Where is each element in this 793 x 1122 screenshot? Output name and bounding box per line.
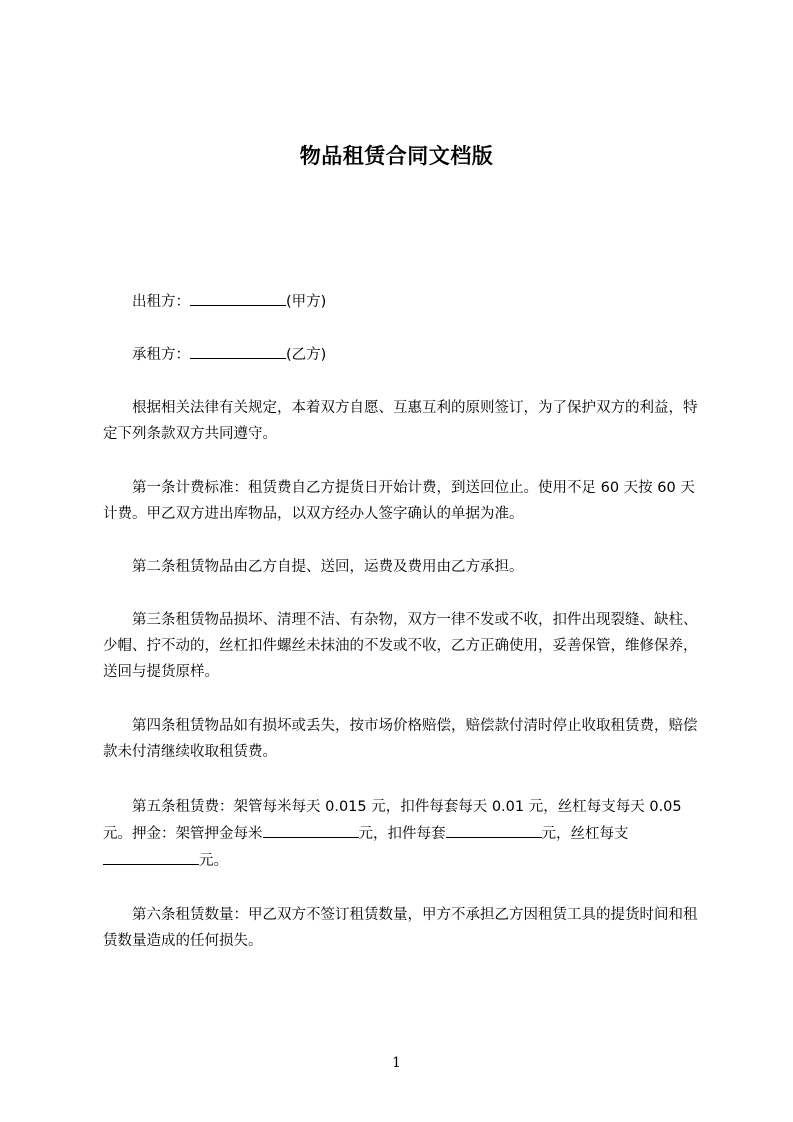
clause-6: 第六条租赁数量：甲乙双方不签订租赁数量，甲方不承担乙方因租赁工具的提货时间和租赁数量造成的任何损失。: [103, 907, 698, 949]
deposit-screw-blank: [103, 847, 199, 865]
clause-5-text-1: 第五条租赁费：架管每米每天 0.015 元，扣件每套每天 0.01 元，丝杠每支每天 0.05 元。押金：架管押金每米: [103, 799, 682, 842]
lessor-suffix: (甲方): [286, 294, 327, 310]
document-title: 物品租赁合同文档版: [299, 144, 494, 168]
clause-4: 第四条租赁物品如有损坏或丢失，按市场价格赔偿，赔偿款付清时停止收取租赁费，赔偿款未付清继续收取租赁费。: [103, 718, 698, 760]
clause-5-text-3: 元，丝杠每支: [541, 826, 629, 842]
page-number: 1: [392, 1055, 401, 1071]
clause-5-text-2: 元，扣件每套: [358, 826, 446, 842]
lessor-blank: [190, 288, 286, 306]
clause-3: 第三条租赁物品损坏、清理不洁、有杂物，双方一律不发或不收，扣件出现裂缝、缺柱、少帽、拧不动的，丝杠扣件螺丝未抹油的不发或不收，乙方正确使用，妥善保管，维修保养，送回与提货原样。: [103, 612, 698, 680]
deposit-pipe-blank: [263, 820, 359, 838]
clause-1: 第一条计费标准：租赁费自乙方提货日开始计费，到送回位止。使用不足 60 天按 60 天计费。甲乙双方进出库物品，以双方经办人签字确认的单据为准。: [103, 480, 695, 522]
clause-5: [103, 794, 703, 874]
lessee-label: 承租方：: [132, 347, 190, 363]
preamble-paragraph: 根据相关法律有关规定，本着双方自愿、互惠互利的原则签订，为了保护双方的利益，特定下列条款双方共同遵守。: [103, 400, 698, 442]
deposit-fastener-blank: [446, 820, 542, 838]
lessee-suffix: (乙方): [286, 347, 327, 363]
lessor-label: 出租方：: [132, 294, 190, 310]
lessor-line: [103, 288, 703, 315]
clause-2: 第二条租赁物品由乙方自提、送回，运费及费用由乙方承担。: [132, 559, 524, 575]
lessee-line: [103, 341, 703, 368]
clause-5-text-4: 元。: [199, 853, 228, 869]
lessee-blank: [190, 341, 286, 359]
